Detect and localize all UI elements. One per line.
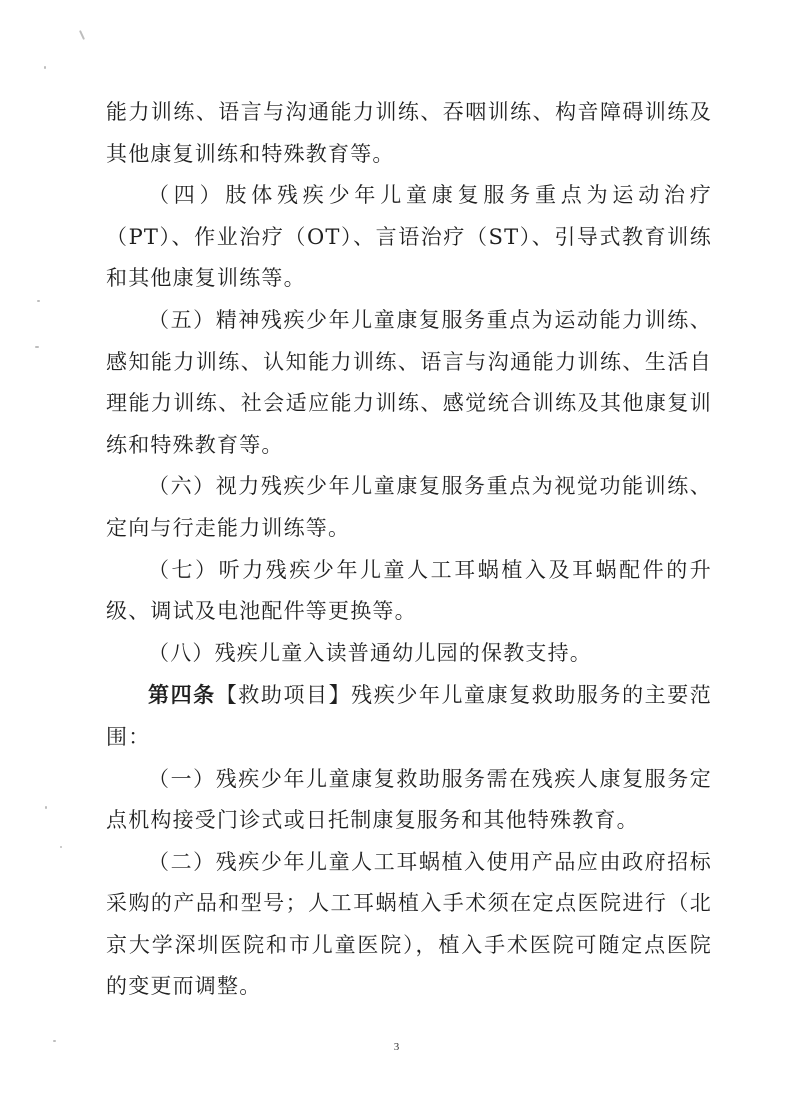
paragraph-mental-disability: （五）精神残疾少年儿童康复服务重点为运动能力训练、感知能力训练、认知能力训练、语言与沟通能力训练、生活自理能力训练、社会适应能力训练、感觉统合训练及其他康复训练和特殊教育等。 [106,307,712,457]
paragraph-visual-disability: （六）视力残疾少年儿童康复服务重点为视觉功能训练、定向与行走能力训练等。 [106,474,712,540]
article-label: 第四条 [148,682,216,708]
document-body [106,92,712,1008]
article-text: 【救助项目】残疾少年儿童康复救助服务的主要范围： [106,683,712,749]
paragraph-kindergarten-support: （八）残疾儿童入读普通幼儿园的保教支持。 [148,640,592,665]
paragraph-limb-disability: （四）肢体残疾少年儿童康复服务重点为运动治疗（PT）、作业治疗（OT）、言语治疗（ST）、引导式教育训练和其他康复训练等。 [106,183,712,291]
scan-speck [45,806,47,809]
scan-speck [35,346,39,348]
scan-speck [79,30,85,40]
paragraph-continuation: 能力训练、语言与沟通能力训练、吞咽训练、构音障碍训练及其他康复训练和特殊教育等。 [106,100,712,166]
scan-speck [60,846,62,848]
scope-item-two: （二）残疾少年儿童人工耳蜗植入使用产品应由政府招标采购的产品和型号；人工耳蜗植入手术须在定点医院进行（北京大学深圳医院和市儿童医院），植入手术医院可随定点医院的变更而调整。 [106,849,712,999]
scan-speck [44,66,46,69]
scan-speck [37,300,40,302]
page-number: 3 [393,1041,400,1053]
paragraph-hearing-disability: （七）听力残疾少年儿童人工耳蜗植入及耳蜗配件的升级、调试及电池配件等更换等。 [106,557,712,624]
article-four [106,674,712,758]
scope-item-one: （一）残疾少年儿童康复救助服务需在残疾人康复服务定点机构接受门诊式或日托制康复服务和其他特殊教育。 [106,766,712,833]
